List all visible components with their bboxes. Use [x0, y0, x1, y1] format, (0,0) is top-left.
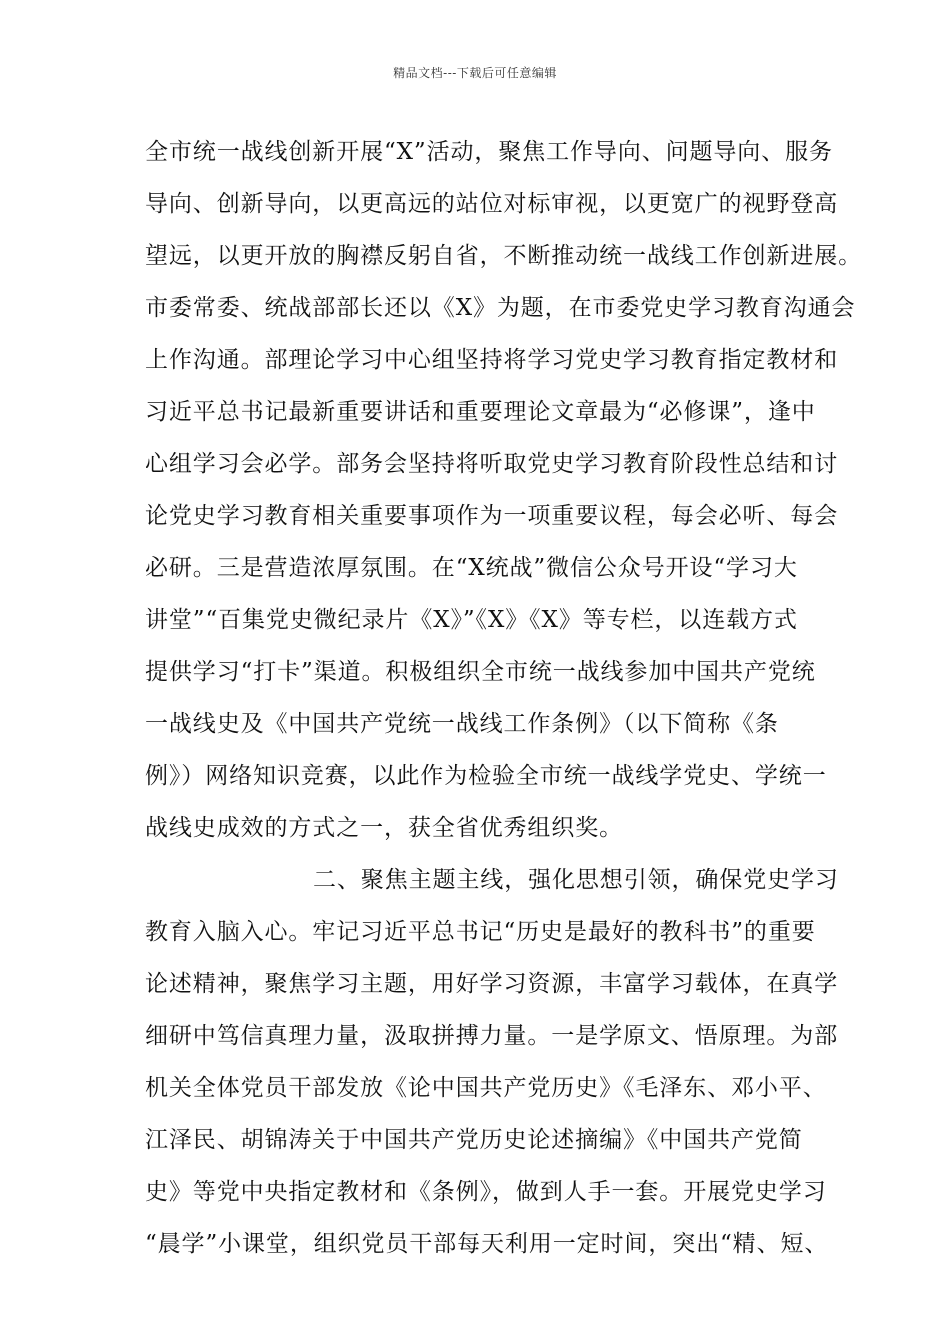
text-line: 提供学习“打卡”渠道。积极组织全市统一战线参加中国共产党统: [145, 659, 816, 685]
text-line: 望远，以更开放的胸襟反躬自省，不断推动统一战线工作创新进展。: [145, 243, 862, 269]
text-line: 例》）网络知识竞赛，以此作为检验全市统一战线学党史、学统一: [145, 763, 827, 789]
text-line: 导向、创新导向，以更高远的站位对标审视，以更宽广的视野登高: [145, 191, 839, 217]
text-line: 细研中笃信真理力量，汲取拼搏力量。一是学原文、悟原理。为部: [145, 1023, 839, 1049]
text-line: 教育入脑入心。牢记习近平总书记“历史是最好的教科书”的重要: [145, 919, 816, 945]
text-line: 一战线史及《中国共产党统一战线工作条例》（以下简称《条: [145, 711, 779, 737]
text-line: 市委常委、统战部部长还以《X》为题，在市委党史学习教育沟通会: [145, 295, 856, 321]
document-body: [145, 132, 862, 1276]
text-line: 论述精神，聚焦学习主题，用好学习资源，丰富学习载体，在真学: [145, 971, 839, 997]
text-line: 上作沟通。部理论学习中心组坚持将学习党史学习教育指定教材和: [145, 347, 839, 373]
text-line: 习近平总书记最新重要讲话和重要理论文章最为“必修课”，逢中: [145, 399, 816, 425]
text-line: 全市统一战线创新开展“X”活动，聚焦工作导向、问题导向、服务: [145, 139, 833, 165]
section-heading-line: 二、聚焦主题主线，强化思想引领，确保党史学习: [313, 867, 839, 893]
text-line: “晨学”小课堂，组织党员干部每天利用一定时间，突出“精、短、: [145, 1231, 829, 1257]
text-line: 江泽民、胡锦涛关于中国共产党历史论述摘编》《中国共产党简: [145, 1127, 803, 1153]
page-header: 精品文档---下载后可任意编辑: [393, 66, 557, 80]
text-line: 机关全体党员干部发放《论中国共产党历史》《毛泽东、邓小平、: [145, 1075, 827, 1101]
text-line: 战线史成效的方式之一，获全省优秀组织奖。: [145, 815, 623, 841]
text-line: 必研。三是营造浓厚氛围。在“X统战”微信公众号开设“学习大: [145, 555, 798, 581]
text-line: 史》等党中央指定教材和《条例》，做到人手一套。开展党史学习: [145, 1179, 827, 1205]
text-line: 心组学习会必学。部务会坚持将听取党史学习教育阶段性总结和讨: [145, 451, 839, 477]
text-line: 讲堂”“百集党史微纪录片《X》”《X》《X》等专栏，以连载方式: [145, 607, 798, 633]
text-line: 论党史学习教育相关重要事项作为一项重要议程，每会必听、每会: [145, 503, 839, 529]
